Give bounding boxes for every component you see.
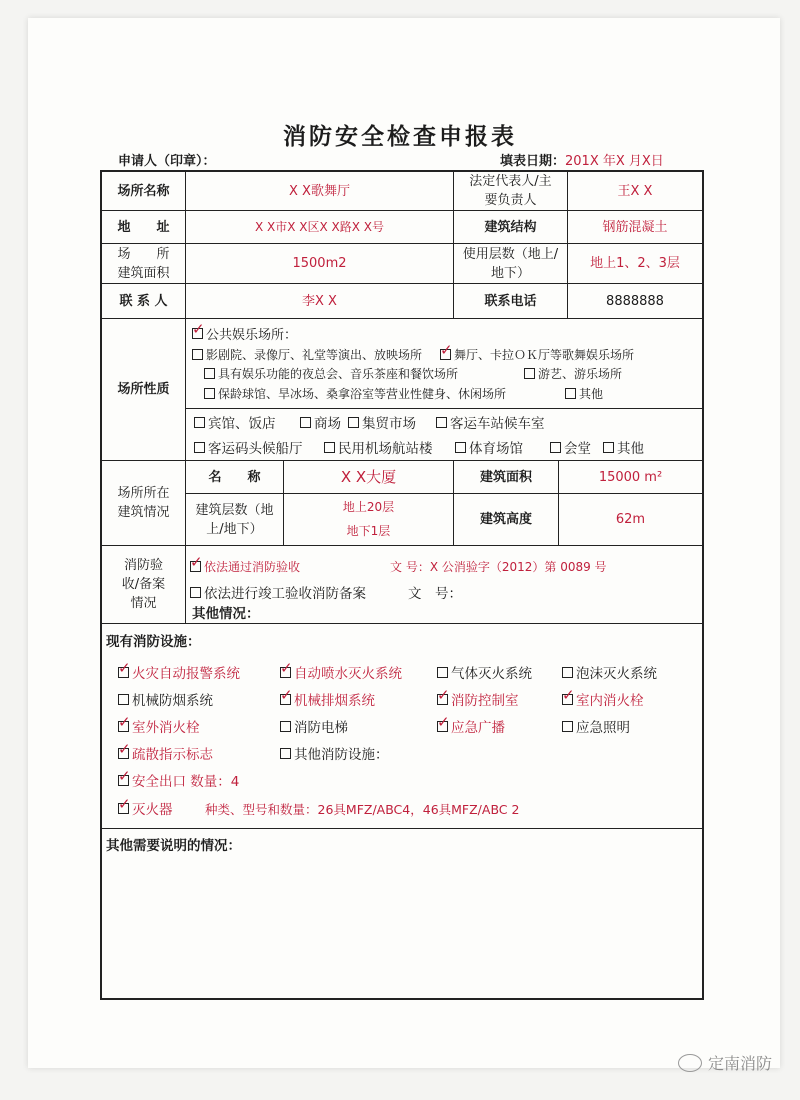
checkbox-checked[interactable] — [562, 694, 573, 705]
venue-area-value: 1500m2 — [292, 256, 347, 271]
facility-fire-elevator[interactable]: 消防电梯 — [280, 716, 348, 736]
facility-other[interactable]: 其他消防设施： — [280, 743, 389, 763]
date-value: 201X 年X 月X日 — [565, 154, 664, 169]
acceptance-option-passed[interactable]: ✓ 依法通过消防验收 — [190, 558, 300, 575]
facility-sprinkler[interactable]: ✓ 自动喷水灭火系统 — [280, 662, 402, 682]
checkbox[interactable] — [204, 388, 215, 399]
watermark — [678, 1051, 772, 1074]
option-stadium[interactable]: 体育场馆 — [455, 437, 523, 457]
phone-label: 联系电话 — [484, 293, 537, 309]
phone-value: 8888888 — [606, 293, 664, 309]
date-field — [500, 150, 664, 169]
checkbox-checked[interactable] — [437, 694, 448, 705]
floors-used-value: 地上1、2、3层 — [590, 256, 680, 271]
facilities-label: 现有消防设施： — [106, 634, 201, 650]
checkbox-checked[interactable] — [440, 349, 451, 360]
filing-doc-label: 文 号： — [408, 586, 462, 602]
facility-extinguishers[interactable]: ✓ 灭火器 — [118, 798, 173, 818]
option-fitness[interactable]: 保龄球馆、旱冰场、桑拿浴室等营业性健身、休闲场所 — [204, 385, 506, 402]
option-bus-station[interactable]: 客运车站候车室 — [436, 412, 545, 432]
row-divider — [185, 408, 704, 409]
option-hall[interactable]: 会堂 — [550, 437, 591, 457]
ent-venue-option[interactable]: ✓ 公共娱乐场所： — [192, 324, 297, 343]
form-title: 消防安全检查申报表 — [283, 123, 517, 150]
checkbox-checked[interactable] — [280, 694, 291, 705]
checkbox-checked[interactable] — [437, 721, 448, 732]
facility-emergency-lighting[interactable]: 应急照明 — [562, 716, 630, 736]
row-divider — [100, 623, 704, 624]
facility-smoke-prevention[interactable]: 机械防烟系统 — [118, 689, 213, 709]
acceptance-other-label: 其他情况： — [192, 606, 260, 622]
checkbox[interactable] — [524, 368, 535, 379]
building-name-label: 名 称 — [208, 469, 261, 485]
building-height-value: 62m — [615, 512, 646, 527]
checkbox-checked[interactable] — [118, 775, 129, 786]
option-mall[interactable]: 商场 — [300, 412, 341, 432]
row-divider — [100, 545, 704, 546]
table-border-bottom — [100, 998, 704, 1000]
checkbox[interactable] — [550, 442, 561, 453]
facility-outdoor-hydrant[interactable]: ✓ 室外消火栓 — [118, 716, 200, 736]
checkbox[interactable] — [190, 587, 201, 598]
facility-gas-suppression[interactable]: 气体灭火系统 — [437, 662, 532, 682]
row-divider — [100, 318, 704, 319]
checkbox-checked[interactable] — [118, 667, 129, 678]
checkbox[interactable] — [455, 442, 466, 453]
option-ferry-terminal[interactable]: 客运码头候船厅 — [194, 437, 303, 457]
checkbox[interactable] — [324, 442, 335, 453]
checkbox-checked[interactable] — [280, 667, 291, 678]
legal-rep-label: 法定代表人/主要负责人 — [469, 174, 552, 208]
building-floors-label: 建筑层数（地上/地下） — [195, 502, 274, 537]
venue-nature-label: 场所性质 — [117, 382, 170, 397]
extinguisher-detail: 种类、型号和数量：26具MFZ/ABC4，46具MFZ/ABC 2 — [205, 802, 520, 817]
option-other[interactable]: 其他 — [603, 437, 644, 457]
checkbox-checked[interactable] — [118, 748, 129, 759]
checkbox[interactable] — [280, 748, 291, 759]
checkbox[interactable] — [280, 721, 291, 732]
building-height-label: 建筑高度 — [479, 512, 532, 527]
facility-emergency-broadcast[interactable]: ✓ 应急广播 — [437, 716, 505, 736]
acceptance-option-filed[interactable]: 依法进行竣工验收消防备案 — [190, 582, 366, 602]
facility-fire-alarm[interactable]: ✓ 火灾自动报警系统 — [118, 662, 240, 682]
facility-foam[interactable]: 泡沫灭火系统 — [562, 662, 657, 682]
option-nightclub[interactable]: 具有娱乐功能的夜总会、音乐茶座和餐饮场所 — [204, 365, 458, 382]
contact-value: 李X X — [302, 293, 337, 309]
wechat-icon — [678, 1054, 702, 1072]
address-value: X X市X X区X X路X X号 — [254, 219, 385, 234]
date-label: 填表日期： — [500, 154, 566, 169]
checkbox[interactable] — [562, 667, 573, 678]
checkbox[interactable] — [436, 417, 447, 428]
checkbox[interactable] — [192, 349, 203, 360]
checkbox[interactable] — [194, 442, 205, 453]
acceptance-doc-number: 文 号：X 公消验字（2012）第 0089 号 — [390, 560, 607, 574]
building-area-label: 建筑面积 — [479, 469, 532, 485]
checkbox-checked[interactable] — [118, 803, 129, 814]
building-label: 场所所在建筑情况 — [117, 486, 170, 520]
facility-safety-exits[interactable]: ✓ 安全出口 数量：4 — [118, 770, 239, 790]
floors-below-value: 地下1层 — [346, 523, 391, 538]
option-ent-other[interactable]: 其他 — [565, 385, 603, 402]
watermark-text: 定南消防 — [707, 1054, 772, 1073]
building-name-value: X X大厦 — [340, 467, 397, 486]
structure-value: 钢筋混凝土 — [602, 219, 668, 235]
venue-name-value: X X歌舞厅 — [289, 183, 350, 199]
floors-used-label: 使用层数（地上/地下） — [462, 246, 559, 281]
notes-area[interactable] — [106, 856, 696, 992]
facility-control-room[interactable]: ✓ 消防控制室 — [437, 689, 519, 709]
structure-label: 建筑结构 — [484, 219, 537, 235]
applicant-label: 申请人（印章）： — [118, 154, 216, 169]
venue-area-label: 场 所建筑面积 — [117, 246, 170, 281]
option-cinema[interactable]: 影剧院、录像厅、礼堂等演出、放映场所 — [192, 346, 422, 363]
option-airport[interactable]: 民用机场航站楼 — [324, 437, 433, 457]
facility-indoor-hydrant[interactable]: ✓ 室内消火栓 — [562, 689, 644, 709]
acceptance-label: 消防验收/备案情况 — [121, 558, 166, 611]
checkbox[interactable] — [437, 667, 448, 678]
building-area-value: 15000 m² — [598, 469, 663, 485]
venue-name-label: 场所名称 — [117, 183, 170, 199]
checkbox[interactable] — [565, 388, 576, 399]
contact-label: 联 系 人 — [119, 293, 168, 309]
option-arcade[interactable]: 游艺、游乐场所 — [524, 365, 622, 382]
checkbox-checked[interactable] — [192, 328, 203, 339]
row-divider — [100, 828, 704, 829]
facility-smoke-exhaust[interactable]: ✓ 机械排烟系统 — [280, 689, 375, 709]
floors-above-value: 地上20层 — [342, 499, 395, 514]
checkbox-checked[interactable] — [118, 721, 129, 732]
legal-rep-value: 王X X — [617, 183, 653, 199]
checkbox[interactable] — [194, 417, 205, 428]
checkbox[interactable] — [118, 694, 129, 705]
option-dance-hall[interactable]: ✓ 舞厅、卡拉ＯＫ厅等歌舞娱乐场所 — [440, 346, 634, 363]
option-market[interactable]: 集贸市场 — [348, 412, 416, 432]
notes-label: 其他需要说明的情况： — [106, 838, 241, 854]
address-label: 地 址 — [117, 219, 170, 235]
facility-evacuation-signs[interactable]: ✓ 疏散指示标志 — [118, 743, 213, 763]
checkbox[interactable] — [562, 721, 573, 732]
checkbox-checked[interactable] — [190, 561, 201, 572]
checkbox[interactable] — [300, 417, 311, 428]
checkbox[interactable] — [204, 368, 215, 379]
table-border-right — [702, 170, 704, 1000]
checkbox[interactable] — [348, 417, 359, 428]
option-hotel[interactable]: 宾馆、饭店 — [194, 412, 276, 432]
checkbox[interactable] — [603, 442, 614, 453]
